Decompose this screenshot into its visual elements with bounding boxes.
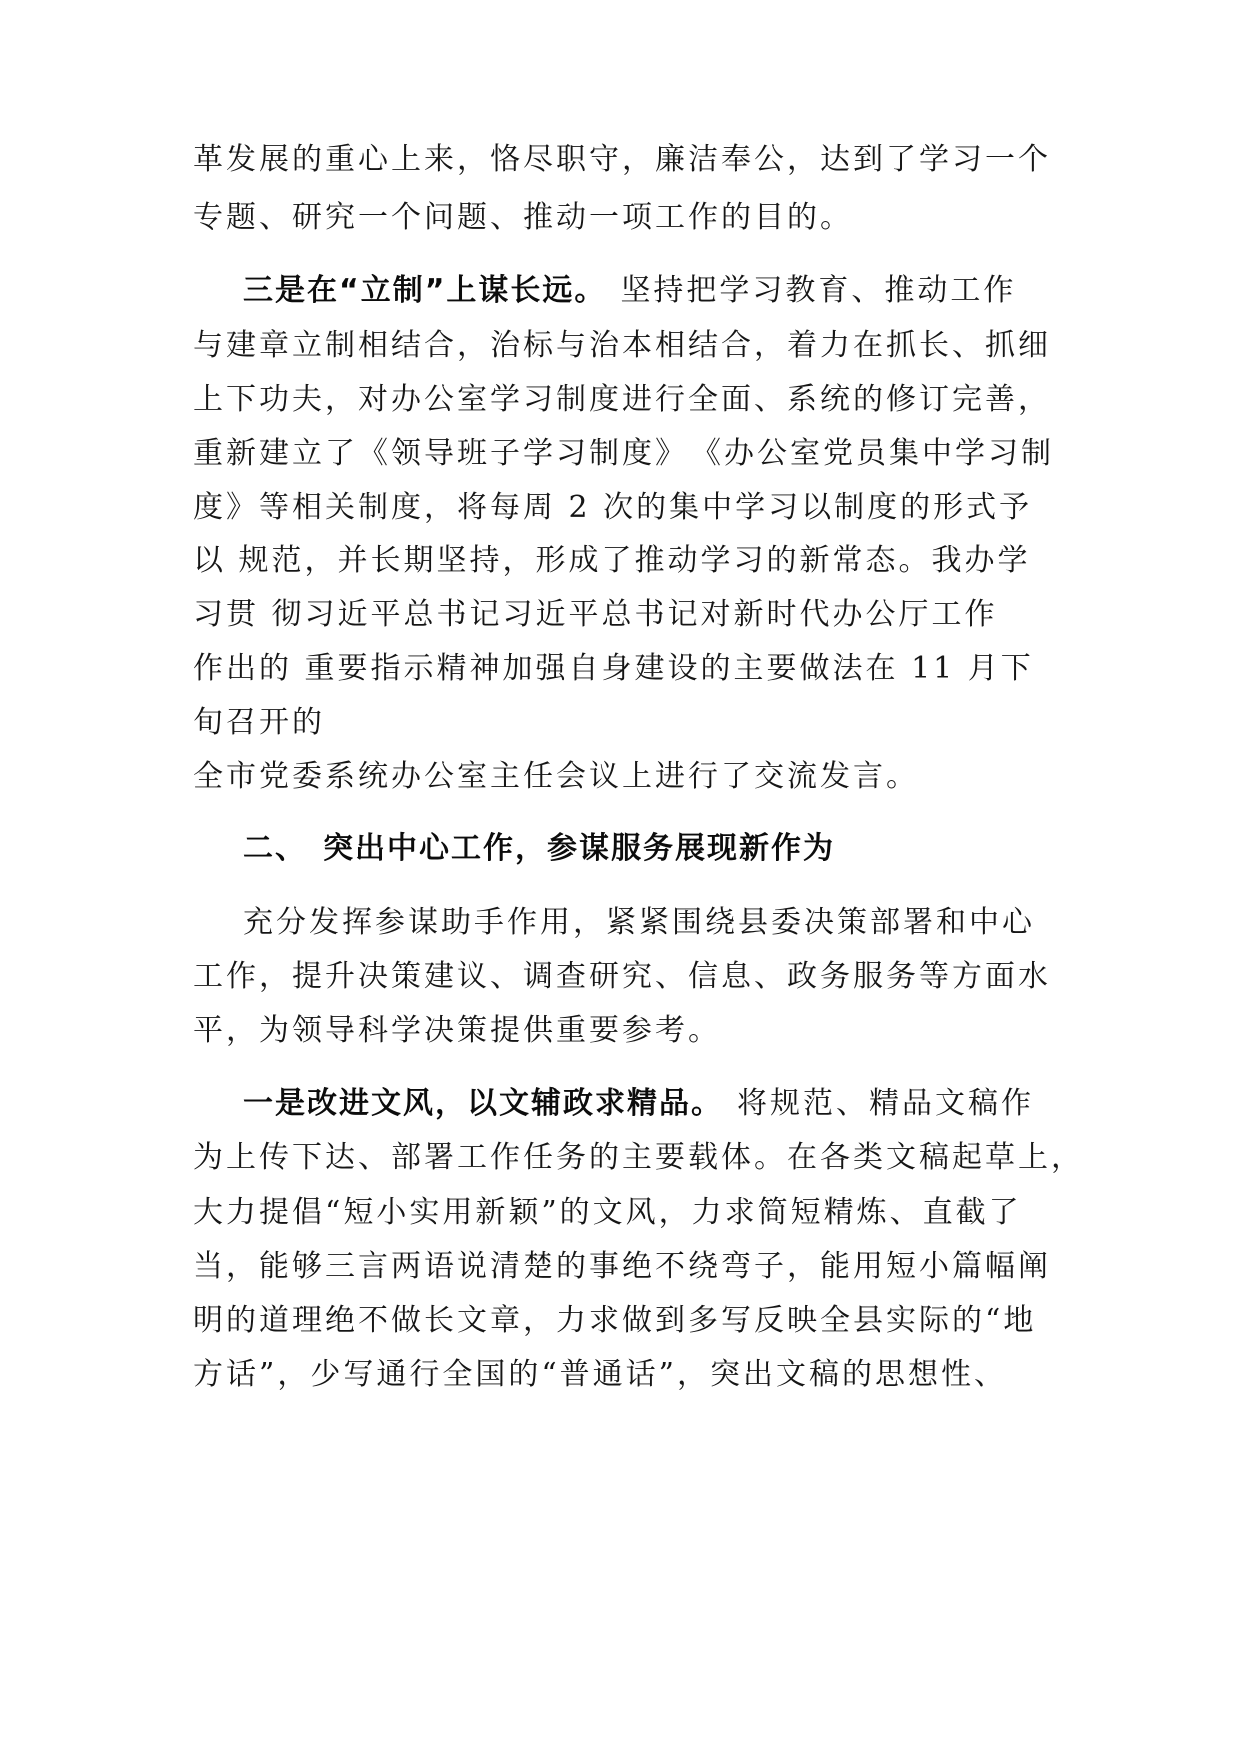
paragraph-line: 明的道理绝不做长文章，力求做到多写反映全县实际的“地 [193,1303,1037,1338]
paragraph-first-line [243,271,1063,311]
paragraph-line: 重新建立了《领导班子学习制度》 《办公室党员集中学习制 [193,436,1054,471]
paragraph-line: 全市党委系统办公室主任会议上进行了交流发言。 [193,759,919,794]
section-number: 二、 [243,831,307,866]
paragraph-lead: 三是在“立制”上谋长远。 [243,273,607,308]
paragraph-line: 革发展的重心上来，恪尽职守，廉洁奉公，达到了学习一个 [193,142,1051,177]
paragraph-line: 为上传下达、部署工作任务的主要载体。在各类文稿起草上， [193,1140,1084,1175]
paragraph-line: 方话”，少写通行全国的“普通话”，突出文稿的思想性、 [193,1357,1008,1392]
paragraph-line: 专题、研究一个问题、推动一项工作的目的。 [193,200,853,235]
paragraph-line: 习贯 彻习近平总书记习近平总书记对新时代办公厅工作 [193,597,998,632]
paragraph-line: 以 规范，并长期坚持，形成了推动学习的新常态。我办学 [193,543,1031,578]
section-title: 突出中心工作，参谋服务展现新作为 [323,831,835,866]
paragraph-line: 当，能够三言两语说清楚的事绝不绕弯子，能用短小篇幅阐 [193,1249,1051,1284]
section-heading [243,829,1063,869]
paragraph-first-line [243,1084,1063,1124]
paragraph-text: 将规范、精品文稿作 [737,1086,1034,1121]
paragraph-line: 工作，提升决策建议、调查研究、信息、政务服务等方面水 [193,959,1051,994]
paragraph-line: 上下功夫，对办公室学习制度进行全面、系统的修订完善， [193,382,1051,417]
paragraph-line: 度》等相关制度，将每周 2 次的集中学习以制度的形式予 [193,490,1033,525]
paragraph-line: 旬召开的 [193,705,325,740]
paragraph-line: 充分发挥参谋助手作用，紧紧围绕县委决策部署和中心 [243,905,1035,940]
paragraph-lead: 一是改进文风，以文辅政求精品。 [243,1086,723,1121]
paragraph-line: 与建章立制相结合，治标与治本相结合，着力在抓长、抓细 [193,328,1051,363]
paragraph-text: 坚持把学习教育、推动工作 [620,273,1017,308]
paragraph-line: 大力提倡“短小实用新颖”的文风，力求简短精炼、直截了 [193,1195,1022,1230]
paragraph-line: 作出的 重要指示精神加强自身建设的主要做法在 11 月下 [193,651,1034,686]
paragraph-line: 平，为领导科学决策提供重要参考。 [193,1013,721,1048]
